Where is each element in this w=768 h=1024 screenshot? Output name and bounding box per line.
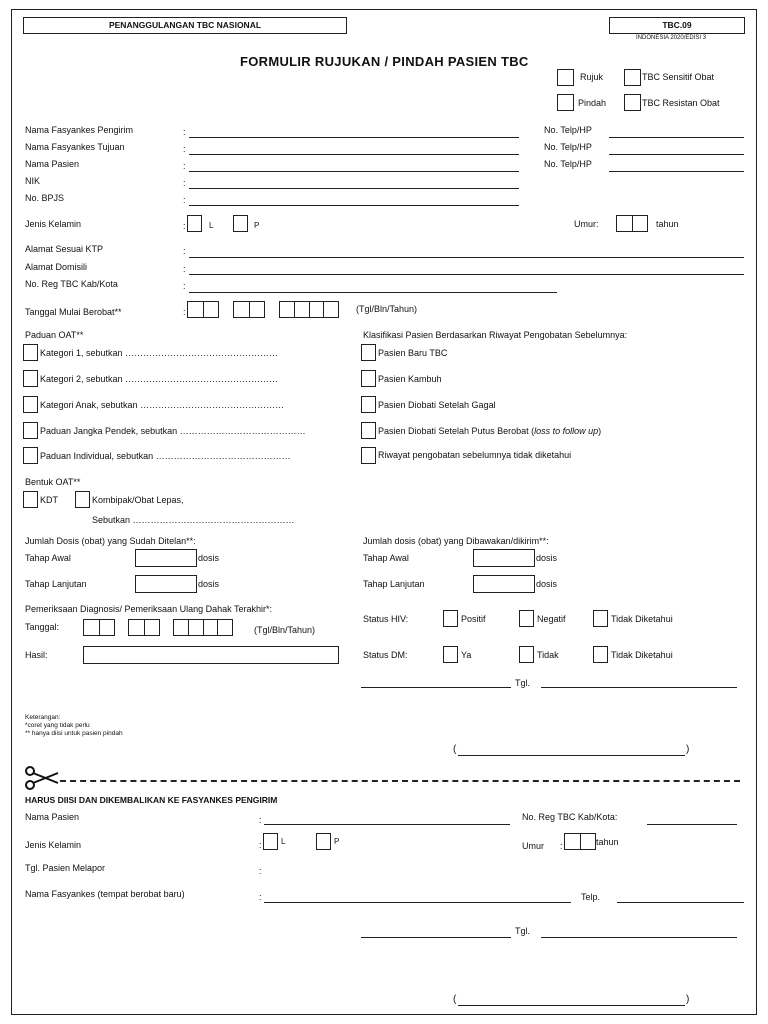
oat-individual-checkbox[interactable]: [23, 447, 38, 464]
colon: :: [183, 161, 186, 171]
sign-close-paren: ): [686, 744, 690, 755]
ktp-address-field[interactable]: [189, 257, 744, 258]
oat-kategori-anak-label: Kategori Anak, sebutkan …………………………………………: [40, 400, 285, 410]
return-age-field[interactable]: [564, 833, 596, 850]
start-day-field[interactable]: [187, 301, 219, 318]
dose-swallowed-heading: Jumlah Dosis (obat) yang Sudah Ditelan**:: [25, 536, 196, 546]
kdt-checkbox[interactable]: [23, 491, 38, 508]
class-putus-label: [378, 426, 601, 436]
oat-jangka-pendek-checkbox[interactable]: [23, 422, 38, 439]
class-baru-label: Pasien Baru TBC: [378, 348, 448, 358]
return-phone-label: Telp.: [581, 892, 601, 902]
hiv-unknown-checkbox[interactable]: [593, 610, 608, 627]
ltfu-close: ): [598, 426, 602, 436]
pindah-label: Pindah: [578, 98, 607, 108]
classification-heading: Klasifikasi Pasien Berdasarkan Riwayat Pengobatan Sebelumnya:: [363, 330, 628, 340]
gender-label: Jenis Kelamin: [25, 219, 82, 229]
colon: :: [560, 841, 563, 851]
rujuk-label: Rujuk: [580, 72, 604, 82]
hiv-label: Status HIV:: [363, 614, 409, 624]
sent-initial-field[interactable]: [473, 549, 535, 567]
oat-individual-label: Paduan Individual, sebutkan ………………………………………: [40, 451, 291, 461]
return-patient-label: Nama Pasien: [25, 812, 80, 822]
signer-name-field[interactable]: [458, 755, 685, 756]
patient-phone-field[interactable]: [609, 171, 744, 172]
hiv-positive-label: Positif: [461, 614, 486, 624]
kombipak-specify: Sebutkan ………………………………………………: [92, 515, 295, 525]
return-gender-p-checkbox[interactable]: [316, 833, 331, 850]
sign-place-field[interactable]: [361, 687, 511, 688]
class-putus-text: Pasien Diobati Setelah Putus Berobat (: [378, 426, 535, 436]
colon: :: [259, 866, 262, 876]
dm-label: Status DM:: [363, 650, 408, 660]
sender-field[interactable]: [189, 137, 519, 138]
program-name: PENANGGULANGAN TBC NASIONAL: [108, 20, 262, 30]
return-age-unit: tahun: [596, 837, 619, 847]
program-box: [23, 17, 347, 34]
exam-date-label: Tanggal:: [25, 622, 60, 632]
colon: :: [259, 892, 262, 902]
target-phone-field[interactable]: [609, 154, 744, 155]
reg-field[interactable]: [189, 292, 557, 293]
start-date-format: (Tgl/Bln/Tahun): [356, 304, 418, 314]
dm-yes-label: Ya: [461, 650, 472, 660]
sign-open-paren: (: [453, 744, 457, 755]
resistan-label: TBC Resistan Obat: [642, 98, 720, 108]
ltfu-text: loss to follow up: [534, 426, 599, 436]
age-label: Umur:: [574, 219, 599, 229]
colon: :: [183, 246, 186, 256]
patient-label: Nama Pasien: [25, 159, 80, 169]
return-open-paren: (: [453, 994, 457, 1005]
class-kambuh-label: Pasien Kambuh: [378, 374, 442, 384]
code-box: [609, 17, 745, 34]
class-baru-checkbox[interactable]: [361, 344, 376, 361]
dm-unknown-label: Tidak Diketahui: [611, 650, 673, 660]
age-field[interactable]: [616, 215, 648, 232]
colon: :: [183, 221, 186, 231]
sent-cont-unit: dosis: [536, 579, 558, 589]
colon: :: [183, 127, 186, 137]
return-gender-l-label: L: [281, 837, 286, 846]
return-gender-p-label: P: [334, 837, 340, 846]
kdt-label: KDT: [40, 495, 58, 505]
scissors-icon: [24, 766, 60, 790]
swallowed-cont-unit: dosis: [198, 579, 220, 589]
dm-no-checkbox[interactable]: [519, 646, 534, 663]
hiv-negative-checkbox[interactable]: [519, 610, 534, 627]
return-sign-date-label: Tgl.: [515, 926, 531, 936]
oat-heading: Paduan OAT**: [25, 330, 84, 340]
edition: INDONESIA 2020/EDISI 3: [636, 35, 707, 41]
class-gagal-label: Pasien Diobati Setelah Gagal: [378, 400, 496, 410]
return-sign-date-field[interactable]: [541, 937, 737, 938]
return-close-paren: ): [686, 994, 690, 1005]
reg-label: No. Reg TBC Kab/Kota: [25, 279, 118, 289]
swallowed-initial-unit: dosis: [198, 553, 220, 563]
exam-date-format: (Tgl/Bln/Tahun): [254, 625, 316, 635]
class-gagal-checkbox[interactable]: [361, 396, 376, 413]
sign-date-label: Tgl.: [515, 678, 531, 688]
sent-initial-unit: dosis: [536, 553, 558, 563]
return-heading: HARUS DIISI DAN DIKEMBALIKAN KE FASYANKES PENGIRIM: [25, 795, 278, 805]
sender-phone-field[interactable]: [609, 137, 744, 138]
exam-day-field[interactable]: [83, 619, 115, 636]
hiv-unknown-label: Tidak Diketahui: [611, 614, 673, 624]
sent-cont-label: Tahap Lanjutan: [363, 579, 425, 589]
gender-p-label: P: [254, 221, 260, 230]
note-2: ** hanya diisi untuk pasien pindah: [25, 730, 123, 737]
sent-cont-field[interactable]: [473, 575, 535, 593]
return-facility-label: Nama Fasyankes (tempat berobat baru): [25, 889, 185, 899]
swallowed-cont-field[interactable]: [135, 575, 197, 593]
oat-kategori-1-checkbox[interactable]: [23, 344, 38, 361]
gender-p-checkbox[interactable]: [233, 215, 248, 232]
class-kambuh-checkbox[interactable]: [361, 370, 376, 387]
oat-kategori-2-label: Kategori 2, sebutkan ……………………………………………: [40, 374, 279, 384]
return-patient-field[interactable]: [264, 824, 510, 825]
nik-label: NIK: [25, 176, 41, 186]
colon: :: [183, 178, 186, 188]
return-gender-label: Jenis Kelamin: [25, 840, 82, 850]
sign-date-field[interactable]: [541, 687, 737, 688]
kombipak-label: Kombipak/Obat Lepas,: [92, 495, 184, 505]
target-field[interactable]: [189, 154, 519, 155]
exam-year-field[interactable]: [173, 619, 233, 636]
form-code: TBC.09: [662, 20, 692, 30]
pindah-checkbox[interactable]: [557, 94, 574, 111]
colon: :: [183, 281, 186, 291]
hiv-negative-label: Negatif: [537, 614, 566, 624]
age-unit: tahun: [656, 219, 679, 229]
gender-l-checkbox[interactable]: [187, 215, 202, 232]
target-label: Nama Fasyankes Tujuan: [25, 142, 125, 152]
return-signer-name-field[interactable]: [458, 1005, 685, 1006]
dose-sent-heading: Jumlah dosis (obat) yang Dibawakan/dikirim**:: [363, 536, 549, 546]
phone-label: No. Telp/HP: [544, 142, 592, 152]
sensitif-checkbox[interactable]: [624, 69, 641, 86]
form-frame: [11, 9, 757, 1015]
return-gender-l-checkbox[interactable]: [263, 833, 278, 850]
colon: :: [259, 840, 262, 850]
domicile-label: Alamat Domisili: [25, 262, 88, 272]
oat-kategori-2-checkbox[interactable]: [23, 370, 38, 387]
start-year-field[interactable]: [279, 301, 339, 318]
sender-label: Nama Fasyankes Pengirim: [25, 125, 134, 135]
cut-line: [60, 780, 740, 782]
swallowed-cont-label: Tahap Lanjutan: [25, 579, 87, 589]
form-title: FORMULIR RUJUKAN / PINDAH PASIEN TBC: [240, 54, 529, 69]
exam-result-field[interactable]: [83, 646, 339, 664]
rujuk-checkbox[interactable]: [557, 69, 574, 86]
patient-field[interactable]: [189, 171, 519, 172]
return-age-label: Umur: [522, 841, 544, 851]
phone-label: No. Telp/HP: [544, 125, 592, 135]
oat-jangka-pendek-label: Paduan Jangka Pendek, sebutkan ……………………………………: [40, 426, 306, 436]
bpjs-field[interactable]: [189, 205, 519, 206]
ktp-address-label: Alamat Sesuai KTP: [25, 244, 104, 254]
bpjs-label: No. BPJS: [25, 193, 65, 203]
nik-field[interactable]: [189, 188, 519, 189]
exam-result-label: Hasil:: [25, 650, 48, 660]
colon: :: [183, 264, 186, 274]
return-phone-field[interactable]: [617, 902, 744, 903]
note-1: *coret yang tidak perlu: [25, 722, 90, 729]
oat-kategori-anak-checkbox[interactable]: [23, 396, 38, 413]
dm-yes-checkbox[interactable]: [443, 646, 458, 663]
return-reg-field[interactable]: [647, 824, 737, 825]
phone-label: No. Telp/HP: [544, 159, 592, 169]
return-sign-place-field[interactable]: [361, 937, 511, 938]
kombipak-checkbox[interactable]: [75, 491, 90, 508]
colon: :: [183, 307, 186, 317]
start-month-field[interactable]: [233, 301, 265, 318]
sensitif-label: TBC Sensitif Obat: [642, 72, 715, 82]
dm-no-label: Tidak: [537, 650, 559, 660]
exam-heading: Pemeriksaan Diagnosis/ Pemeriksaan Ulang Dahak Terakhir*:: [25, 604, 272, 614]
oat-kategori-1-label: Kategori 1, sebutkan ……………………………………………: [40, 348, 279, 358]
class-putus-checkbox[interactable]: [361, 422, 376, 439]
swallowed-initial-label: Tahap Awal: [25, 553, 71, 563]
return-reg-label: No. Reg TBC Kab/Kota:: [522, 812, 618, 822]
class-unknown-label: Riwayat pengobatan sebelumnya tidak diketahui: [378, 450, 572, 460]
swallowed-initial-field[interactable]: [135, 549, 197, 567]
return-report-label: Tgl. Pasien Melapor: [25, 863, 106, 873]
sent-initial-label: Tahap Awal: [363, 553, 409, 563]
colon: :: [183, 144, 186, 154]
start-date-label: Tanggal Mulai Berobat**: [25, 307, 122, 317]
return-facility-field[interactable]: [264, 902, 571, 903]
exam-month-field[interactable]: [128, 619, 160, 636]
domicile-field[interactable]: [189, 274, 744, 275]
colon: :: [259, 815, 262, 825]
class-unknown-checkbox[interactable]: [361, 447, 376, 464]
dm-unknown-checkbox[interactable]: [593, 646, 608, 663]
resistan-checkbox[interactable]: [624, 94, 641, 111]
form-heading: Bentuk OAT**: [25, 477, 81, 487]
notes-title: Keterangan:: [25, 714, 61, 721]
hiv-positive-checkbox[interactable]: [443, 610, 458, 627]
gender-l-label: L: [209, 221, 214, 230]
colon: :: [183, 195, 186, 205]
